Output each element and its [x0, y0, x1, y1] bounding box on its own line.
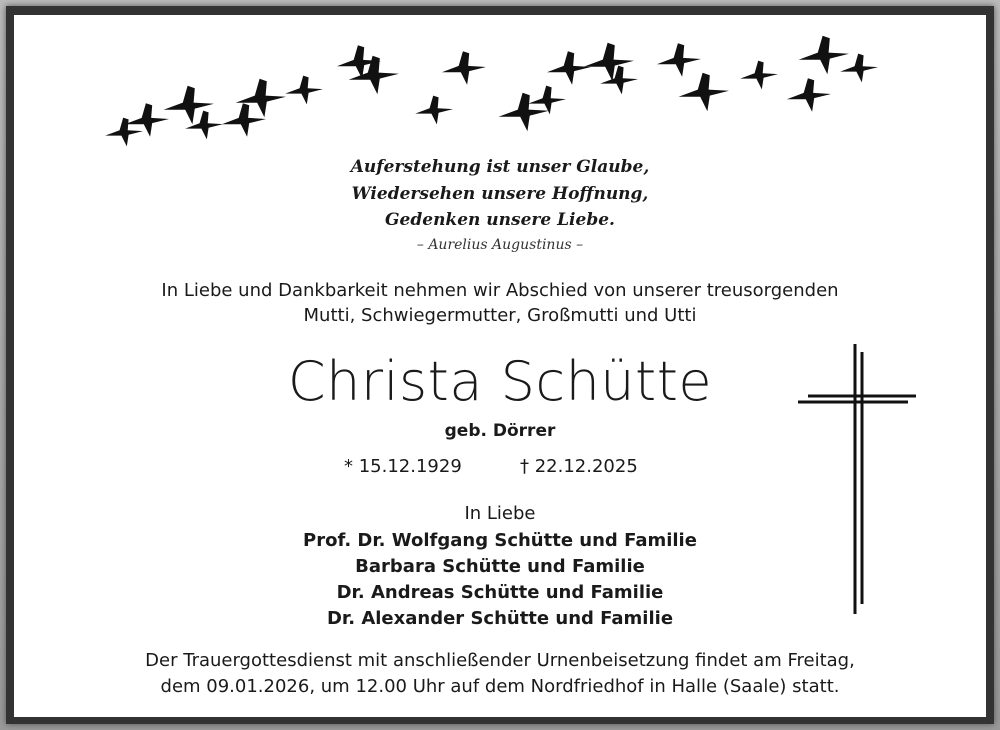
death-date: † 22.12.2025	[520, 456, 638, 477]
birth-date: * 15.12.1929	[344, 456, 462, 477]
quote-line-1: Auferstehung ist unser Glaube,	[350, 157, 650, 177]
cross-icon	[790, 338, 930, 628]
mourner-3: Dr. Andreas Schütte und Familie	[336, 582, 664, 603]
quote-line-2: Wiedersehen unsere Hoffnung,	[351, 184, 649, 204]
mourner-1: Prof. Dr. Wolfgang Schütte und Familie	[303, 530, 697, 551]
mourners-heading: In Liebe	[464, 503, 536, 524]
flying-cranes-illustration	[0, 0, 1000, 160]
crane-silhouette	[442, 51, 486, 85]
crane-silhouette	[415, 96, 453, 125]
crane-silhouette	[285, 76, 323, 105]
deceased-name: Christa Schütte	[287, 350, 713, 413]
mourner-4: Dr. Alexander Schütte und Familie	[326, 608, 674, 629]
crane-silhouette	[787, 78, 831, 112]
intro-line-2: Mutti, Schwiegermutter, Großmutti und Utti	[303, 305, 697, 326]
crane-silhouette	[600, 66, 638, 95]
maiden-name: geb. Dörrer	[444, 421, 556, 441]
crane-silhouette	[679, 73, 729, 111]
crane-silhouette	[499, 93, 549, 131]
quote-line-3: Gedenken unsere Liebe.	[385, 210, 615, 230]
crane-silhouette	[740, 61, 778, 90]
quote-author: – Aurelius Augustinus –	[416, 237, 584, 253]
crane-silhouette	[547, 51, 591, 85]
service-line-2: dem 09.01.2026, um 12.00 Uhr auf dem Nordfriedhof in Halle (Saale) statt.	[160, 676, 840, 697]
crane-silhouette	[657, 43, 701, 77]
crane-silhouette	[584, 43, 634, 81]
mourner-2: Barbara Schütte und Familie	[355, 556, 645, 577]
intro-line-1: In Liebe und Dankbarkeit nehmen wir Abschied von unserer treusorgenden	[161, 280, 839, 301]
crane-silhouette	[840, 54, 878, 83]
crane-silhouette	[799, 36, 849, 74]
service-line-1: Der Trauergottesdienst mit anschließender Urnenbeisetzung findet am Freitag,	[145, 650, 855, 671]
crane-silhouette	[222, 103, 266, 137]
